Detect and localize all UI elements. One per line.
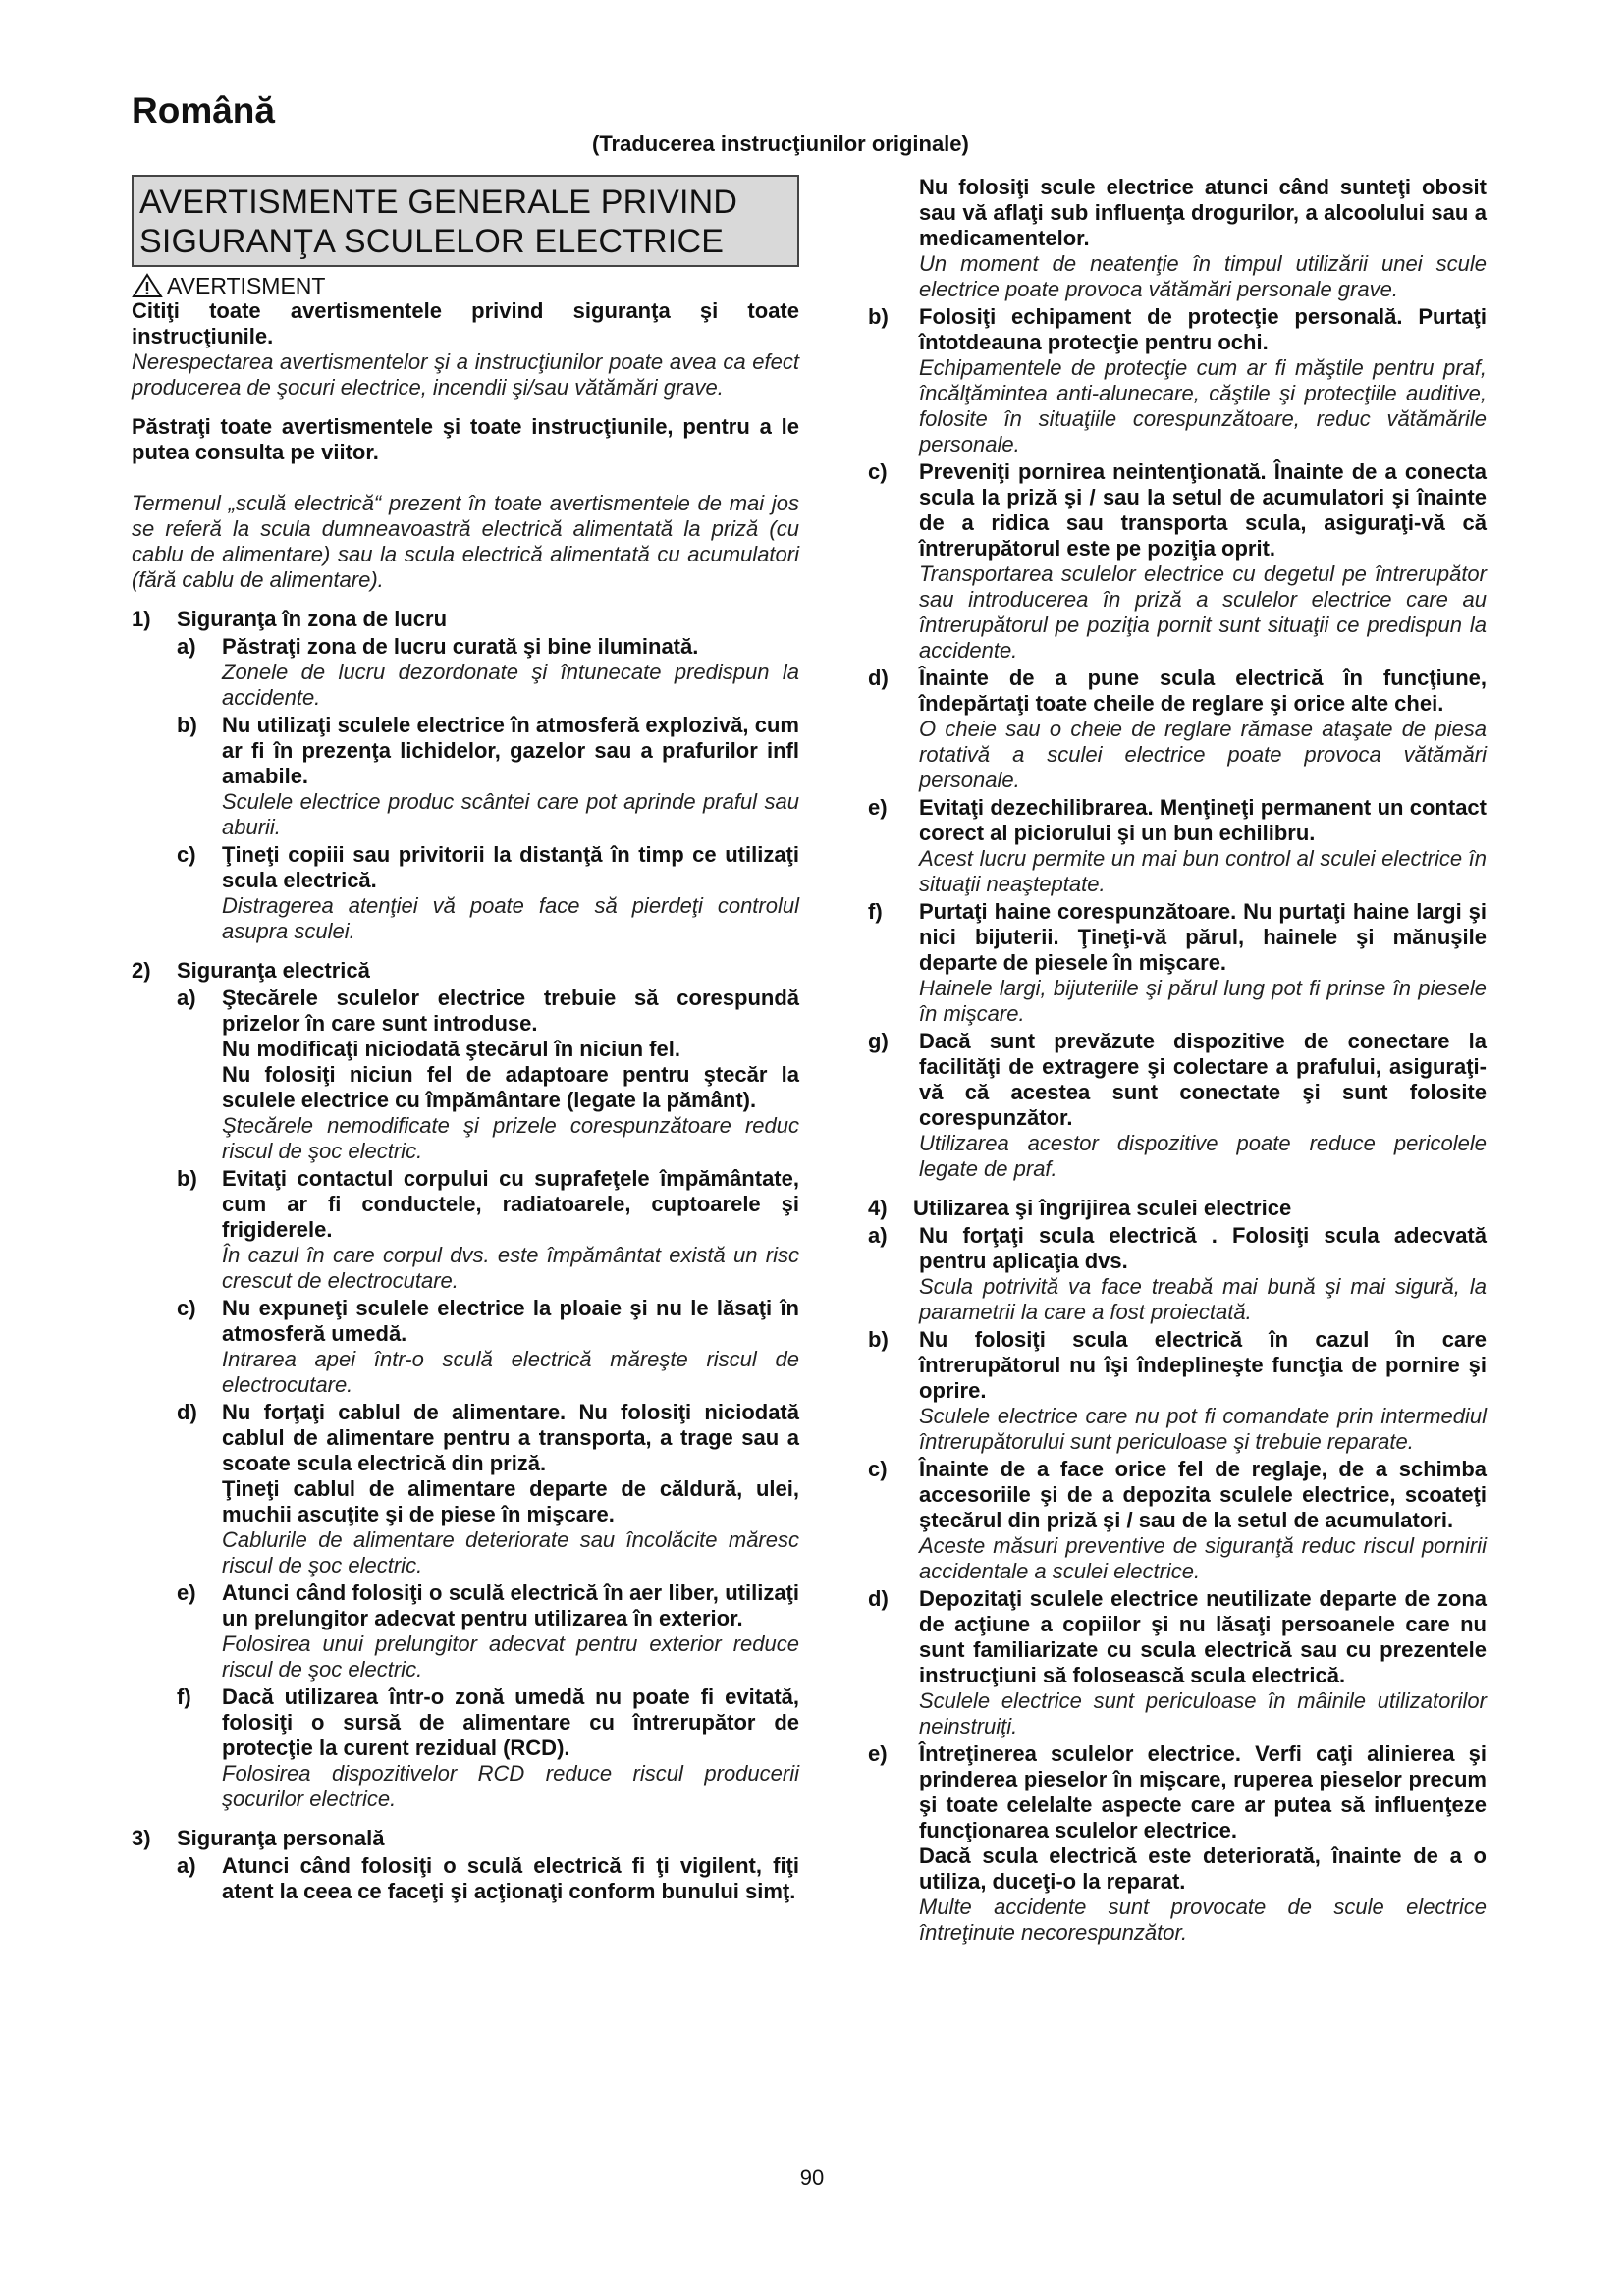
document-title — [139, 183, 787, 261]
section-2-label: Siguranţa electrică — [177, 958, 370, 983]
section-4-title — [868, 1196, 1487, 1221]
title-line-2: SIGURANŢA SCULELOR ELECTRICE — [139, 223, 725, 260]
section-4-number: 4) — [868, 1196, 888, 1220]
rule-3c: c) Preveniţi pornirea neintenţionată. Înainte de a conecta scula la priză şi / sau la setul de acumulatori şi înainte de a ridica sau transporta scula, asiguraţi-vă că întrerupătorul este pe poziţia oprit. Transportarea sculelor electrice cu degetul pe întrerupător sau introducerea în priză a sculelor electrice care au întrerupătorul pe poziţia pornit sunt situaţii ce predispun la accidente. — [868, 459, 1487, 663]
translation-note: (Traducerea instrucţiunilor originale) — [592, 132, 969, 156]
rule-1b: b) Nu utilizaţi sculele electrice în atmosferă explozivă, cum ar fi în prezenţa lichidelor, gazelor sau a prafurilor infl amabile. Sculele electrice produc scântei care pot aprinde praful sau aburii. — [177, 713, 799, 839]
section-2-title — [132, 958, 799, 984]
section-1-title — [132, 607, 799, 632]
rule-4d: d) Depozitaţi sculele electrice neutilizate departe de zona de acţiune a copiilor şi nu lăsaţi persoanele care nu sunt familiarizate cu scula electrică sau cu prezentele instrucţiuni să folosească scula electrică. Sculele electrice sunt periculoase în mâinile utilizatorilor neinstruiţi. — [868, 1586, 1487, 1738]
rule-1a: a) Păstraţi zona de lucru curată şi bine iluminată. Zonele de lucru dezordonate şi întunecate predispun la accidente. — [177, 634, 799, 710]
section-3-label: Siguranţa personală — [177, 1826, 385, 1850]
section-3-title — [132, 1826, 799, 1851]
left-column — [132, 175, 799, 1904]
rule-2d: d) Nu forţaţi cablul de alimentare. Nu folosiţi niciodată cablul de alimentare pentru a transporta, a trage sau a scoate scula electrică din priză. Ţineţi cablul de alimentare departe de căldură, ulei, muchii ascuţite şi de piese în mişcare. Cablurile de alimentare deteriorate sau încolăcite măresc riscul de şoc electric. — [177, 1400, 799, 1577]
language-heading: Română — [132, 90, 275, 131]
rule-2a: a) Ştecărele sculelor electrice trebuie să corespundă prizelor în care sunt introduse. Nu modificaţi niciodată ştecărul în niciun fel. Nu folosiţi niciun fel de adaptoare pentru ştecăr la sculele electrice cu împământare (legate la pământ). Ştecărele nemodificate şi prizele corespunzătoare reduc riscul de şoc electric. — [177, 986, 799, 1163]
title-line-1: AVERTISMENTE GENERALE PRIVIND — [139, 184, 738, 221]
warning-consequence: Nerespectarea avertismentelor şi a instrucţiunilor poate avea ca efect producerea de şocuri electrice, incendii şi/sau vătămări grave. — [132, 349, 799, 400]
rule-2f: f) Dacă utilizarea într-o zonă umedă nu poate fi evitată, folosiţi o sursă de alimentare cu întrerupător de protecţie la curent rezidual (RCD). Folosirea dispozitivelor RCD reduce riscul producerii şocurilor electrice. — [177, 1684, 799, 1811]
page-number: 90 — [799, 2165, 825, 2190]
warning-label: AVERTISMENT — [167, 273, 326, 298]
rule-3g: g) Dacă sunt prevăzute dispozitive de conectare la facilităţi de extragere şi colectare a prafului, asiguraţi-vă că acestea sunt conectate şi sunt folosite corespunzător. Utilizarea acestor dispozitive poate reduce pericolele legate de praf. — [868, 1029, 1487, 1181]
section-4-label: Utilizarea şi îngrijirea sculei electrice — [913, 1196, 1292, 1220]
rule-2c: c) Nu expuneţi sculele electrice la ploaie şi nu le lăsaţi în atmosferă umedă. Intrarea apei într-o sculă electrică măreşte riscul de electrocutare. — [177, 1296, 799, 1397]
rule-3b: b) Folosiţi echipament de protecţie personală. Purtaţi întotdeauna protecţie pentru ochi. Echipamentele de protecţie cum ar fi măştile pentru praf, încălţămintea anti-alunecare, căştile şi protecţiile auditive, folosite în situaţiile corespunzătoare, reduc vătămările personale. — [868, 304, 1487, 456]
warning-heading — [132, 273, 799, 298]
rule-4c: c) Înainte de a face orice fel de reglaje, de a schimba accesoriile şi de a depozita sculele electrice, scoateţi ştecărul din priză şi / sau de la setul de acumulatori. Aceste măsuri preventive de siguranţă reduc riscul pornirii accidentale a sculei electrice. — [868, 1457, 1487, 1583]
right-column: Nu folosiţi scule electrice atunci când sunteţi obosit sau vă aflaţi sub influenţa drogurilor, a alcoolului sau a medicamentelor. Un moment de neatenţie în timpul utilizării unei scule electrice poate provoca vătămări personale grave. b) Folosiţi echipament de protecţie personală. Purtaţi întotdeauna protecţie pentru ochi. Echipamentele de protecţie cum ar fi măştile pentru praf, încălţămintea anti-alunecare, căştile şi protecţiile auditive, folosite în situaţiile corespunzătoare, reduc vătămările personale. c) Preveniţi pornirea neintenţionată. Înainte de a conecta scula la priză şi / sau la setul de acumulatori şi înainte de a ridica sau transporta scula, asiguraţi-vă că întrerupătorul este pe poziţia oprit. Transportarea sculelor electrice cu degetul pe întrerupător sau introducerea în priză a sculelor electrice care au întrerupătorul pe poziţia pornit sunt situaţii ce predispun la accidente. d) Înainte de a pune scula electrică în funcţiune, îndepărtaţi toate cheile de reglare şi orice alte chei. O cheie sau o cheie de reglare rămase ataşate de piesa rotativă a sculei electrice poate provoca vătămări personale. e) Evitaţi dezechilibrarea. Menţineţi permanent un contact corect al piciorului şi un bun echilibru. Acest lucru permite un mai bun control al sculei electrice în situaţii neaşteptate. f) Purtaţi haine corespunzătoare. Nu purtaţi haine largi şi nici bijuterii. Ţineţi-vă părul, hainele şi mănuşile departe de piesele în mişcare. Hainele largi, bijuteriile şi părul lung pot fi prinse în piesele în mişcare. g) Dacă sunt prevăzute dispozitive de conectare la facilităţi de extragere şi colectare a prafului, asiguraţi-vă că acestea sunt conectate şi sunt folosite corespunzător. Utilizarea acestor dispozitive poate reduce pericolele legate de praf. 4) Utilizarea şi îngrijirea sculei electrice a) Nu forţaţi scula electrică . Folosiţi scula adecvată pentru aplicaţia dvs. Scula potrivită va face treabă mai bună şi mai sigură, la parametrii la care a fost proiectată. b) Nu folosiţi scula electrică în cazul în care întrerupătorul nu îşi îndeplineşte funcţia de pornire şi oprire. Sculele electrice care nu pot fi comandate prin intermediul întrerupătorului sunt periculoase şi trebuie reparate. c) Înainte de a face orice fel de reglaje, de a schimba accesoriile şi de a depozita sculele electrice, scoateţi ştecărul din priză şi / sau de la setul de acumulatori. Aceste măsuri preventive de siguranţă reduc riscul pornirii accidentale a sculei electrice. d) Depozitaţi sculele electrice neutilizate departe de zona de acţiune a copiilor şi nu lăsaţi persoanele care nu sunt familiarizate cu scula electrică sau cu prezentele instrucţiuni să folosească scula electrică. Sculele electrice sunt periculoase în mâinile utilizatorilor neinstruiţi. e) Întreţinerea sculelor electrice. Verfi caţi alinierea şi prinderea pieselor în mişcare, ruperea pieselor precum şi toate celelalte aspecte care ar putea să influenţeze funcţionarea sculelor electrice. Dacă scula electrică este deteriorată, înainte de a o utiliza, duceţi-o la reparat. Multe accidente sunt provocate de scule electrice întreţinute necorespunzător. — [868, 175, 1487, 1945]
rule-2b: b) Evitaţi contactul corpului cu suprafeţele împământate, cum ar fi conductele, radiatoarele, cuptoarele şi frigiderele. În cazul în care corpul dvs. este împământat există un risc crescut de electrocutare. — [177, 1166, 799, 1293]
rule-3e: e) Evitaţi dezechilibrarea. Menţineţi permanent un contact corect al piciorului şi un bun echilibru. Acest lucru permite un mai bun control al sculei electrice în situaţii neaşteptate. — [868, 795, 1487, 896]
warning-triangle-icon — [132, 273, 163, 298]
rule-3a-continued: Nu folosiţi scule electrice atunci când sunteţi obosit sau vă aflaţi sub influenţa drogurilor, a alcoolului sau a medicamentelor. — [919, 175, 1487, 250]
rule-3a: a) Atunci când folosiţi o sculă electrică fi ţi vigilent, fiţi atent la ceea ce faceţi şi acţionaţi conform bunului simţ. — [177, 1853, 799, 1903]
section-1-number: 1) — [132, 607, 151, 631]
rule-1c: c) Ţineţi copiii sau privitorii la distanţă în timp ce utilizaţi scula electrică. Distragerea atenţiei vă poate face să pierdeţi controlul asupra sculei. — [177, 842, 799, 943]
keep-instructions: Păstraţi toate avertismentele şi toate instrucţiunile, pentru a le putea consulta pe viitor. — [132, 414, 799, 464]
term-definition: Termenul „sculă electrică“ prezent în toate avertismentele de mai jos se referă la scula dumneavoastră electrică alimentată la priză (cu cablu de alimentare) sau la scula electrică alimentată cu acumulatori (fără cablu de alimentare). — [132, 491, 799, 592]
section-2-number: 2) — [132, 958, 151, 983]
section-3-number: 3) — [132, 1826, 151, 1850]
rule-4e: e) Întreţinerea sculelor electrice. Verfi caţi alinierea şi prinderea pieselor în mişcare, ruperea pieselor precum şi toate celelalte aspecte care ar putea să influenţeze funcţionarea sculelor electrice. Dacă scula electrică este deteriorată, înainte de a o utiliza, duceţi-o la reparat. Multe accidente sunt provocate de scule electrice întreţinute necorespunzător. — [868, 1741, 1487, 1945]
rule-2e: e) Atunci când folosiţi o sculă electrică în aer liber, utilizaţi un prelungitor adecvat pentru utilizarea în exterior. Folosirea unui prelungitor adecvat pentru exterior reduce riscul de şoc electric. — [177, 1580, 799, 1682]
rule-3d: d) Înainte de a pune scula electrică în funcţiune, îndepărtaţi toate cheile de reglare şi orice alte chei. O cheie sau o cheie de reglare rămase ataşate de piesa rotativă a sculei electrice poate provoca vătămări personale. — [868, 666, 1487, 792]
read-all-warnings: Citiţi toate avertismentele privind siguranţa şi toate instrucţiunile. — [132, 298, 799, 348]
title-box — [132, 175, 799, 267]
rule-4b: b) Nu folosiţi scula electrică în cazul în care întrerupătorul nu îşi îndeplineşte funcţia de pornire şi oprire. Sculele electrice care nu pot fi comandate prin intermediul întrerupătorului sunt periculoase şi trebuie reparate. — [868, 1327, 1487, 1454]
section-1-label: Siguranţa în zona de lucru — [177, 607, 448, 631]
rule-3f: f) Purtaţi haine corespunzătoare. Nu purtaţi haine largi şi nici bijuterii. Ţineţi-vă părul, hainele şi mănuşile departe de piesele în mişcare. Hainele largi, bijuteriile şi părul lung pot fi prinse în piesele în mişcare. — [868, 899, 1487, 1026]
rule-4a: a) Nu forţaţi scula electrică . Folosiţi scula adecvată pentru aplicaţia dvs. Scula potrivită va face treabă mai bună şi mai sigură, la parametrii la care a fost proiectată. — [868, 1223, 1487, 1324]
